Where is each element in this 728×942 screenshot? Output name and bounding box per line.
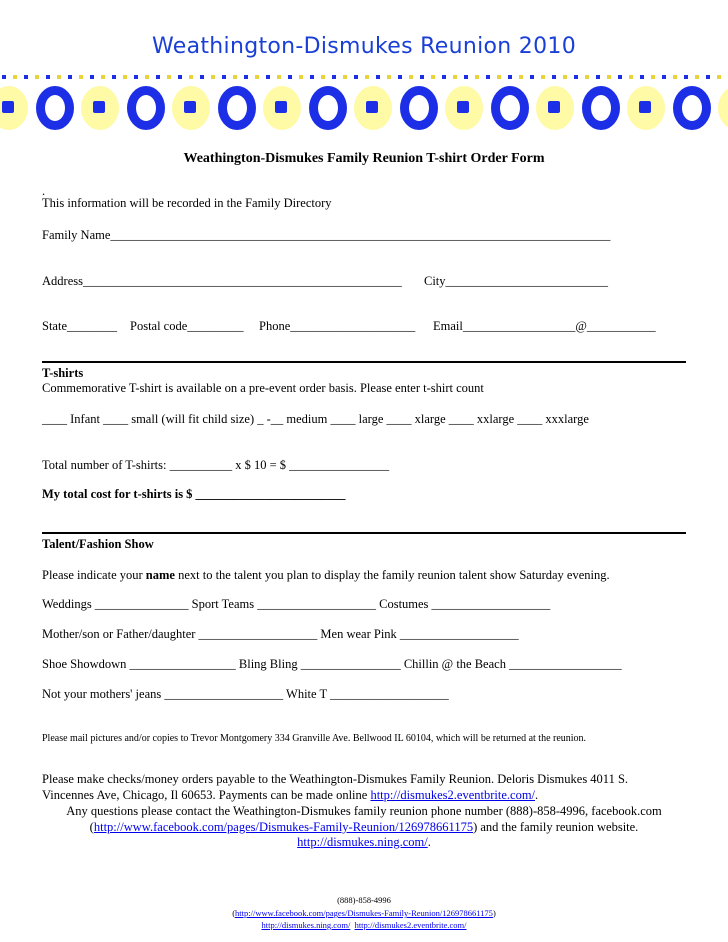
border-square-icon [464, 75, 468, 79]
footer-links [0, 918, 728, 932]
border-square-icon [431, 75, 435, 79]
border-square-icon [541, 75, 545, 79]
border-ring-icon [718, 86, 728, 130]
border-square-icon [134, 75, 138, 79]
border-square-icon [343, 75, 347, 79]
tshirt-total-row[interactable]: Total number of T-shirts: __________ x $ 10 = $ ________________ [42, 458, 390, 472]
border-square-icon [266, 75, 270, 79]
border-square-icon [2, 75, 6, 79]
border-square-icon [497, 75, 501, 79]
border-square-icon [178, 75, 182, 79]
border-ring-icon [172, 86, 210, 130]
border-square-icon [24, 75, 28, 79]
border-square-icon [398, 75, 402, 79]
payment-line-4: (http://www.facebook.com/pages/Dismukes-Family-Reunion/126978661175) and the family reunion website. [89, 820, 639, 834]
border-square-icon [607, 75, 611, 79]
border-square-icon [706, 75, 710, 79]
border-square-icon [387, 75, 391, 79]
border-square-icon [640, 75, 644, 79]
eventbrite-link[interactable]: http://dismukes2.eventbrite.com/ [370, 788, 536, 802]
border-square-icon [156, 75, 160, 79]
footer-phone: (888)-858-4996 [337, 895, 391, 905]
border-square-icon [442, 75, 446, 79]
family-name-field[interactable]: Family Name________________________________________________________________________________ [42, 228, 611, 242]
border-square-icon [519, 75, 523, 79]
talent-row-3[interactable]: Shoe Showdown _________________ Bling Bling ________________ Chillin @ the Beach __________________ [42, 657, 622, 671]
border-square-icon [695, 75, 699, 79]
talent-heading: Talent/Fashion Show [42, 537, 154, 551]
border-ring-icon [81, 86, 119, 130]
tshirt-sizes-row[interactable]: ____ Infant ____ small (will fit child size) _ -__ medium ____ large ____ xlarge ____ xxlarge ____ xxxlarge [42, 412, 589, 426]
border-square-icon [574, 75, 578, 79]
payment-line-5: http://dismukes.ning.com/. [297, 835, 431, 849]
phone-field[interactable]: Phone____________________ [259, 319, 416, 333]
border-ring-icon [309, 86, 347, 130]
payment-line-1: Please make checks/money orders payable to the Weathington-Dismukes Family Reunion. Deloris Dismukes 4011 S. [42, 772, 629, 786]
border-square-icon [321, 75, 325, 79]
border-square-icon [717, 75, 721, 79]
border-ring-icon [36, 86, 74, 130]
border-square-icon [332, 75, 336, 79]
border-square-icon [277, 75, 281, 79]
address-field[interactable]: Address___________________________________________________ [42, 274, 402, 288]
border-square-icon [189, 75, 193, 79]
payment-line-3: Any questions please contact the Weathington-Dismukes family reunion phone number (888)-858-4996, facebook.com [66, 804, 662, 818]
border-square-icon [46, 75, 50, 79]
border-square-icon [409, 75, 413, 79]
tshirts-description: Commemorative T-shirt is available on a pre-event order basis. Please enter t-shirt count [42, 381, 484, 395]
border-square-icon [354, 75, 358, 79]
border-square-icon [563, 75, 567, 79]
border-ring-icon [536, 86, 574, 130]
border-square-icon [376, 75, 380, 79]
border-square-icon [101, 75, 105, 79]
border-ring-icon [127, 86, 165, 130]
border-square-icon [13, 75, 17, 79]
border-ring-icon [445, 86, 483, 130]
border-square-icon [310, 75, 314, 79]
border-square-icon [552, 75, 556, 79]
border-square-icon [90, 75, 94, 79]
ning-link[interactable]: http://dismukes.ning.com/ [297, 835, 428, 849]
border-ring-icon [263, 86, 301, 130]
border-square-icon [79, 75, 83, 79]
border-square-icon [299, 75, 303, 79]
payment-line-2: Vincennes Ave, Chicago, Il 60653. Payments can be made online http://dismukes2.eventbrite.com/. [42, 788, 539, 802]
footer-eventbrite-link[interactable]: http://dismukes2.eventbrite.com/ [354, 920, 467, 930]
border-square-icon [35, 75, 39, 79]
state-field[interactable]: State________ [42, 319, 117, 333]
border-ring-icon [491, 86, 529, 130]
border-square-icon [453, 75, 457, 79]
banner-ring-border [0, 86, 728, 138]
intro-dot: . [42, 184, 46, 198]
banner-dot-border [0, 75, 728, 80]
mail-note: Please mail pictures and/or copies to Trevor Montgomery 334 Granville Ave. Bellwood IL 60104, which will be returned at the reunion. [42, 733, 587, 744]
border-square-icon [618, 75, 622, 79]
border-ring-icon [627, 86, 665, 130]
border-square-icon [684, 75, 688, 79]
border-ring-icon [400, 86, 438, 130]
border-square-icon [255, 75, 259, 79]
border-square-icon [475, 75, 479, 79]
talent-instructions: Please indicate your name next to the talent you plan to display the family reunion talent show Saturday evening. [42, 568, 610, 582]
footer-facebook-link[interactable]: http://www.facebook.com/pages/Dismukes-Family-Reunion/126978661175 [235, 908, 493, 918]
border-ring-icon [354, 86, 392, 130]
border-square-icon [651, 75, 655, 79]
footer-ning-link[interactable]: http://dismukes.ning.com/ [261, 920, 351, 930]
border-square-icon [662, 75, 666, 79]
border-square-icon [585, 75, 589, 79]
border-square-icon [57, 75, 61, 79]
talent-row-2[interactable]: Mother/son or Father/daughter ___________________ Men wear Pink ___________________ [42, 627, 519, 641]
border-square-icon [233, 75, 237, 79]
border-square-icon [365, 75, 369, 79]
tshirts-heading: T-shirts [42, 366, 84, 380]
border-square-icon [244, 75, 248, 79]
city-field[interactable]: City__________________________ [424, 274, 609, 288]
border-square-icon [420, 75, 424, 79]
footer-facebook: (http://www.facebook.com/pages/Dismukes-Family-Reunion/126978661175) [232, 908, 496, 918]
border-square-icon [145, 75, 149, 79]
border-square-icon [508, 75, 512, 79]
section-divider-tshirts [42, 361, 686, 363]
postal-code-field[interactable]: Postal code_________ [130, 319, 244, 333]
border-ring-icon [218, 86, 256, 130]
border-square-icon [211, 75, 215, 79]
form-title: Weathington-Dismukes Family Reunion T-shirt Order Form [183, 151, 545, 166]
border-square-icon [167, 75, 171, 79]
facebook-link[interactable]: http://www.facebook.com/pages/Dismukes-Family-Reunion/126978661175 [93, 820, 474, 834]
border-square-icon [530, 75, 534, 79]
talent-row-1[interactable]: Weddings _______________ Sport Teams ___________________ Costumes ___________________ [42, 597, 551, 611]
border-ring-icon [582, 86, 620, 130]
border-ring-icon [0, 86, 28, 130]
border-square-icon [486, 75, 490, 79]
border-square-icon [673, 75, 677, 79]
section-divider-talent [42, 532, 686, 534]
border-square-icon [596, 75, 600, 79]
border-square-icon [68, 75, 72, 79]
talent-row-4[interactable]: Not your mothers' jeans ___________________ White T ___________________ [42, 687, 449, 701]
tshirt-cost-row[interactable]: My total cost for t-shirts is $ ________________________ [42, 487, 346, 501]
directory-note: This information will be recorded in the Family Directory [42, 196, 332, 210]
border-square-icon [629, 75, 633, 79]
border-ring-icon [673, 86, 711, 130]
border-square-icon [222, 75, 226, 79]
border-square-icon [200, 75, 204, 79]
border-square-icon [288, 75, 292, 79]
border-square-icon [123, 75, 127, 79]
border-square-icon [112, 75, 116, 79]
banner-title: Weathington-Dismukes Reunion 2010 [152, 34, 576, 59]
email-field[interactable]: Email__________________@___________ [433, 319, 656, 333]
